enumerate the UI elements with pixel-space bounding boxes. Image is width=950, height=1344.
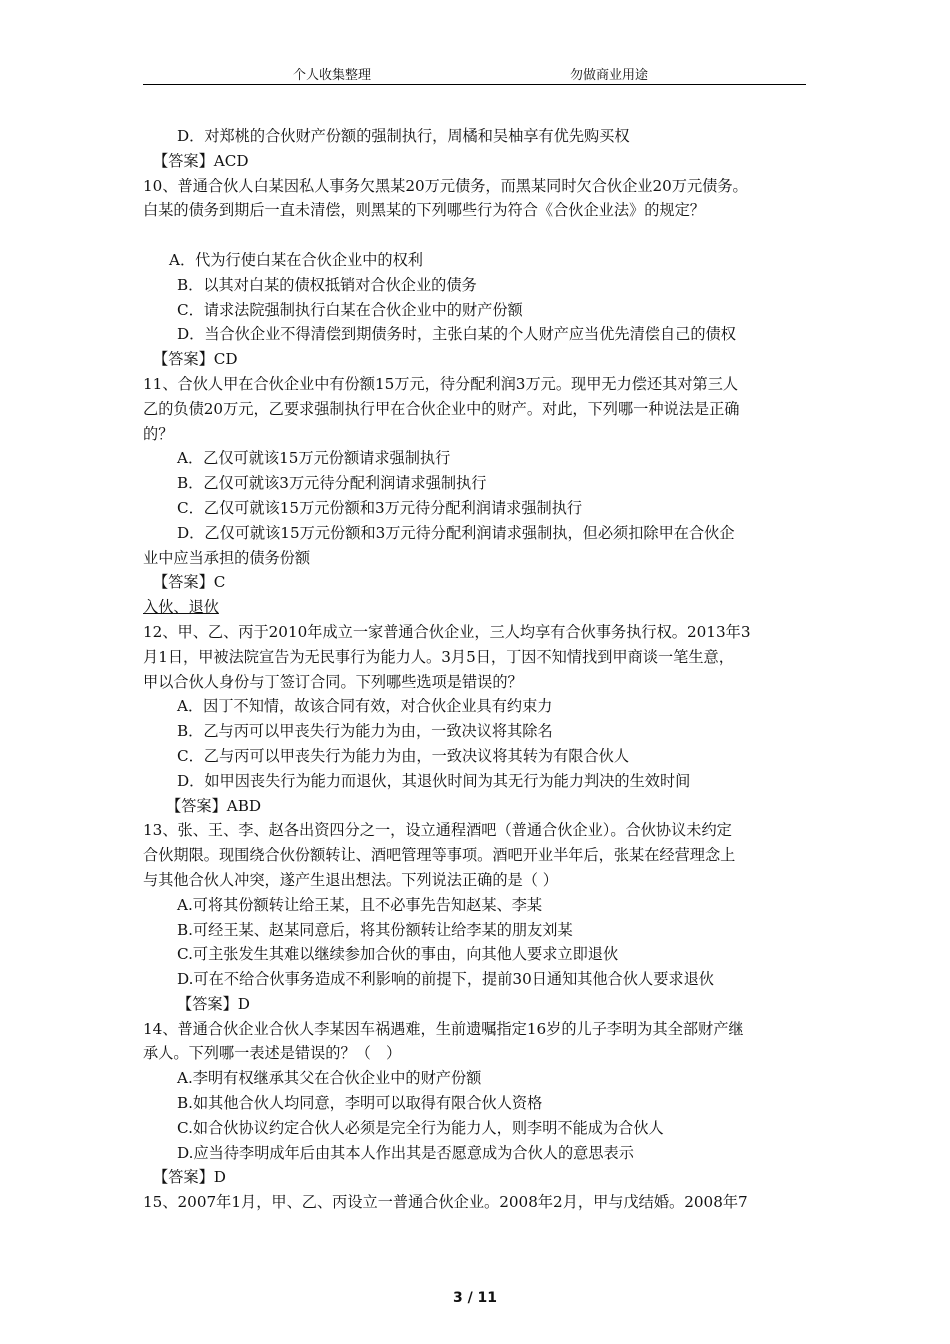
option-line: D.应当待李明成年后由其本人作出其是否愿意成为合伙人的意思表示 — [177, 1143, 634, 1162]
question-line: 合伙期限。现围绕合伙份额转让、酒吧管理等事项。酒吧开业半年后，张某在经营理念上 — [143, 846, 736, 865]
question-line: 承人。下列哪一表述是错误的？（ ） — [143, 1044, 402, 1063]
section-heading: 入伙、退伙 — [143, 598, 219, 617]
option-line: C．乙与丙可以甲丧失行为能力为由，一致决议将其转为有限合伙人 — [177, 746, 630, 765]
question-line: 11、合伙人甲在合伙企业中有份额15万元，待分配利润3万元。现甲无力偿还其对第三人 — [143, 374, 739, 393]
question-line: 甲以合伙人身份与丁签订合同。下列哪些选项是错误的？ — [143, 672, 523, 691]
blank-line — [143, 223, 811, 248]
option-line: D．当合伙企业不得清偿到期债务时，主张白某的个人财产应当优先清偿自己的债权 — [177, 325, 736, 344]
header-right-text: 勿做商业用途 — [570, 68, 649, 83]
option-line: A．代为行使白某在合伙企业中的权利 — [169, 250, 423, 269]
question-line: 12、甲、乙、丙于2010年成立一家普通合伙企业，三人均享有合伙事务执行权。2013年3 — [143, 622, 751, 641]
answer-line: 【答案】ABD — [166, 796, 262, 815]
question-line: 13、张、王、李、赵各出资四分之一，设立通程酒吧（普通合伙企业）。合伙协议未约定 — [143, 821, 732, 840]
document-body — [143, 124, 811, 1215]
option-line: A．因丁不知情，故该合同有效，对合伙企业具有约束力 — [177, 697, 553, 716]
option-line: A.李明有权继承其父在合伙企业中的财产份额 — [177, 1069, 482, 1088]
answer-line: 【答案】D — [153, 1168, 226, 1187]
option-line: D．对郑桃的合伙财产份额的强制执行，周橘和吴柚享有优先购买权 — [177, 127, 630, 145]
option-line: B．以其对白某的债权抵销对合伙企业的债务 — [177, 275, 477, 294]
answer-line: 【答案】ACD — [153, 151, 249, 170]
answer-line: 【答案】CD — [153, 350, 238, 369]
question-line: 与其他合伙人冲突，遂产生退出想法。下列说法正确的是（ ） — [143, 870, 558, 889]
question-line: 14、普通合伙企业合伙人李某因车祸遇难，生前遗嘱指定16岁的儿子李明为其全部财产继 — [143, 1019, 744, 1038]
option-line-continued: 业中应当承担的债务份额 — [143, 548, 311, 567]
option-line: D.可在不给合伙事务造成不利影响的前提下，提前30日通知其他合伙人要求退伙 — [177, 970, 714, 989]
question-line: 乙的负债20万元，乙要求强制执行甲在合伙企业中的财产。对此，下列哪一种说法是正确 — [143, 399, 740, 418]
page-header — [143, 64, 806, 85]
answer-line: 【答案】C — [153, 573, 226, 592]
option-line: D．如甲因丧失行为能力而退伙，其退伙时间为其无行为能力判决的生效时间 — [177, 771, 691, 790]
answer-line: 【答案】D — [177, 994, 250, 1013]
question-line: 月1日，甲被法院宣告为无民事行为能力人。3月5日，丁因不知情找到甲商谈一笔生意， — [143, 647, 734, 666]
option-line: C.如合伙协议约定合伙人必须是完全行为能力人，则李明不能成为合伙人 — [177, 1118, 664, 1137]
option-line: C．请求法院强制执行白某在合伙企业中的财产份额 — [177, 300, 523, 319]
option-line: C．乙仅可就该15万元份额和3万元待分配利润请求强制执行 — [177, 498, 583, 517]
option-line: A.可将其份额转让给王某，且不必事先告知赵某、李某 — [177, 895, 543, 914]
page-number: 3 / 11 — [452, 1290, 498, 1306]
option-line: C.可主张发生其难以继续参加合伙的事由，向其他人要求立即退伙 — [177, 945, 619, 964]
option-line: B.可经王某、赵某同意后，将其份额转让给李某的朋友刘某 — [177, 920, 573, 939]
question-line: 白某的债务到期后一直未清偿，则黑某的下列哪些行为符合《合伙企业法》的规定？ — [143, 201, 705, 220]
option-line: B.如其他合伙人均同意，李明可以取得有限合伙人资格 — [177, 1094, 543, 1113]
header-left-text: 个人收集整理 — [293, 68, 372, 83]
question-line: 15、2007年1月，甲、乙、丙设立一普通合伙企业。2008年2月，甲与戊结婚。2008年7 — [143, 1193, 748, 1212]
option-line: B．乙仅可就该3万元待分配利润请求强制执行 — [177, 474, 487, 493]
question-line: 10、普通合伙人白某因私人事务欠黑某20万元债务，而黑某同时欠合伙企业20万元债务。 — [143, 176, 748, 195]
option-line: A．乙仅可就该15万元份额请求强制执行 — [177, 449, 451, 468]
option-line: D．乙仅可就该15万元份额和3万元待分配利润请求强制执，但必须扣除甲在合伙企 — [177, 523, 735, 542]
question-line: 的？ — [143, 424, 174, 443]
option-line: B．乙与丙可以甲丧失行为能力为由，一致决议将其除名 — [177, 722, 553, 741]
